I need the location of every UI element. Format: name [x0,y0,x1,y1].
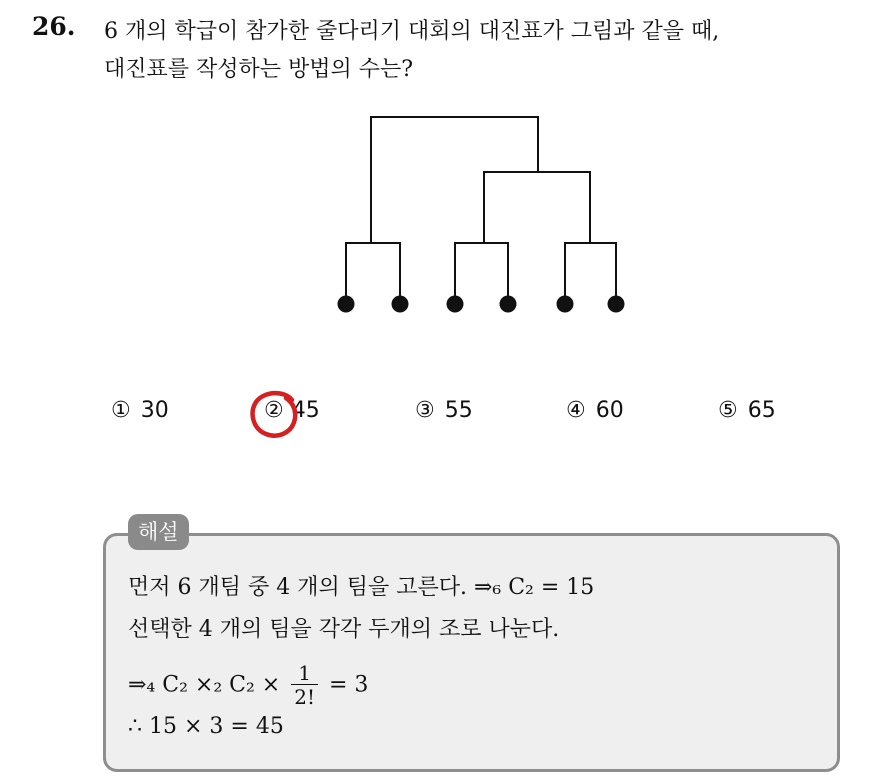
solution-line-2: 선택한 4 개의 팀을 각각 두개의 조로 나눈다. [128,617,560,642]
choice-5[interactable] [718,398,776,423]
choice-3[interactable] [415,398,473,423]
team-node [338,296,355,313]
solution-line-3-prefix: ⇒₄ C₂ ×₂ C₂ × [128,672,281,698]
final-bracket-line [371,117,538,243]
choice-1-mark: ① [111,398,131,423]
team-node [392,296,409,313]
choice-3-value: 55 [444,398,473,423]
choice-2-value: 45 [291,398,320,423]
choice-1-value: 30 [140,398,169,423]
choice-2-mark: ② [264,398,284,423]
team-node [608,296,625,313]
choice-4[interactable] [566,398,624,423]
solution-line-4: ∴ 15 × 3 = 45 [128,714,284,739]
question-text-line-1: 6 개의 학급이 참가한 줄다리기 대회의 대진표가 그림과 같을 때, [104,19,720,44]
choice-5-mark: ⑤ [718,398,738,423]
answer-circle-mark [248,388,300,440]
solution-tag: 해설 [128,514,189,550]
team-node [447,296,464,313]
fraction [291,662,318,709]
question-number: 26. [32,12,76,41]
pair-3-bracket-line [565,243,616,304]
semifinal-bracket-line [484,172,590,243]
solution-line-1: 먼저 6 개팀 중 4 개의 팀을 고른다. ⇒₆ C₂ = 15 [128,575,595,600]
question-text-line-2: 대진표를 작성하는 방법의 수는? [104,57,414,82]
pair-1-bracket-line [346,243,400,304]
tournament-bracket-diagram [0,0,884,360]
choice-4-value: 60 [595,398,624,423]
pair-2-bracket-line [455,243,508,304]
solution-line-3 [128,662,368,709]
choice-4-mark: ④ [566,398,586,423]
team-node [557,296,574,313]
team-node [500,296,517,313]
fraction-numerator: 1 [291,662,318,685]
fraction-denominator: 2! [294,685,315,709]
solution-line-3-suffix: = 3 [328,672,369,698]
choice-1[interactable] [111,398,169,423]
choice-3-mark: ③ [415,398,435,423]
choice-5-value: 65 [747,398,776,423]
